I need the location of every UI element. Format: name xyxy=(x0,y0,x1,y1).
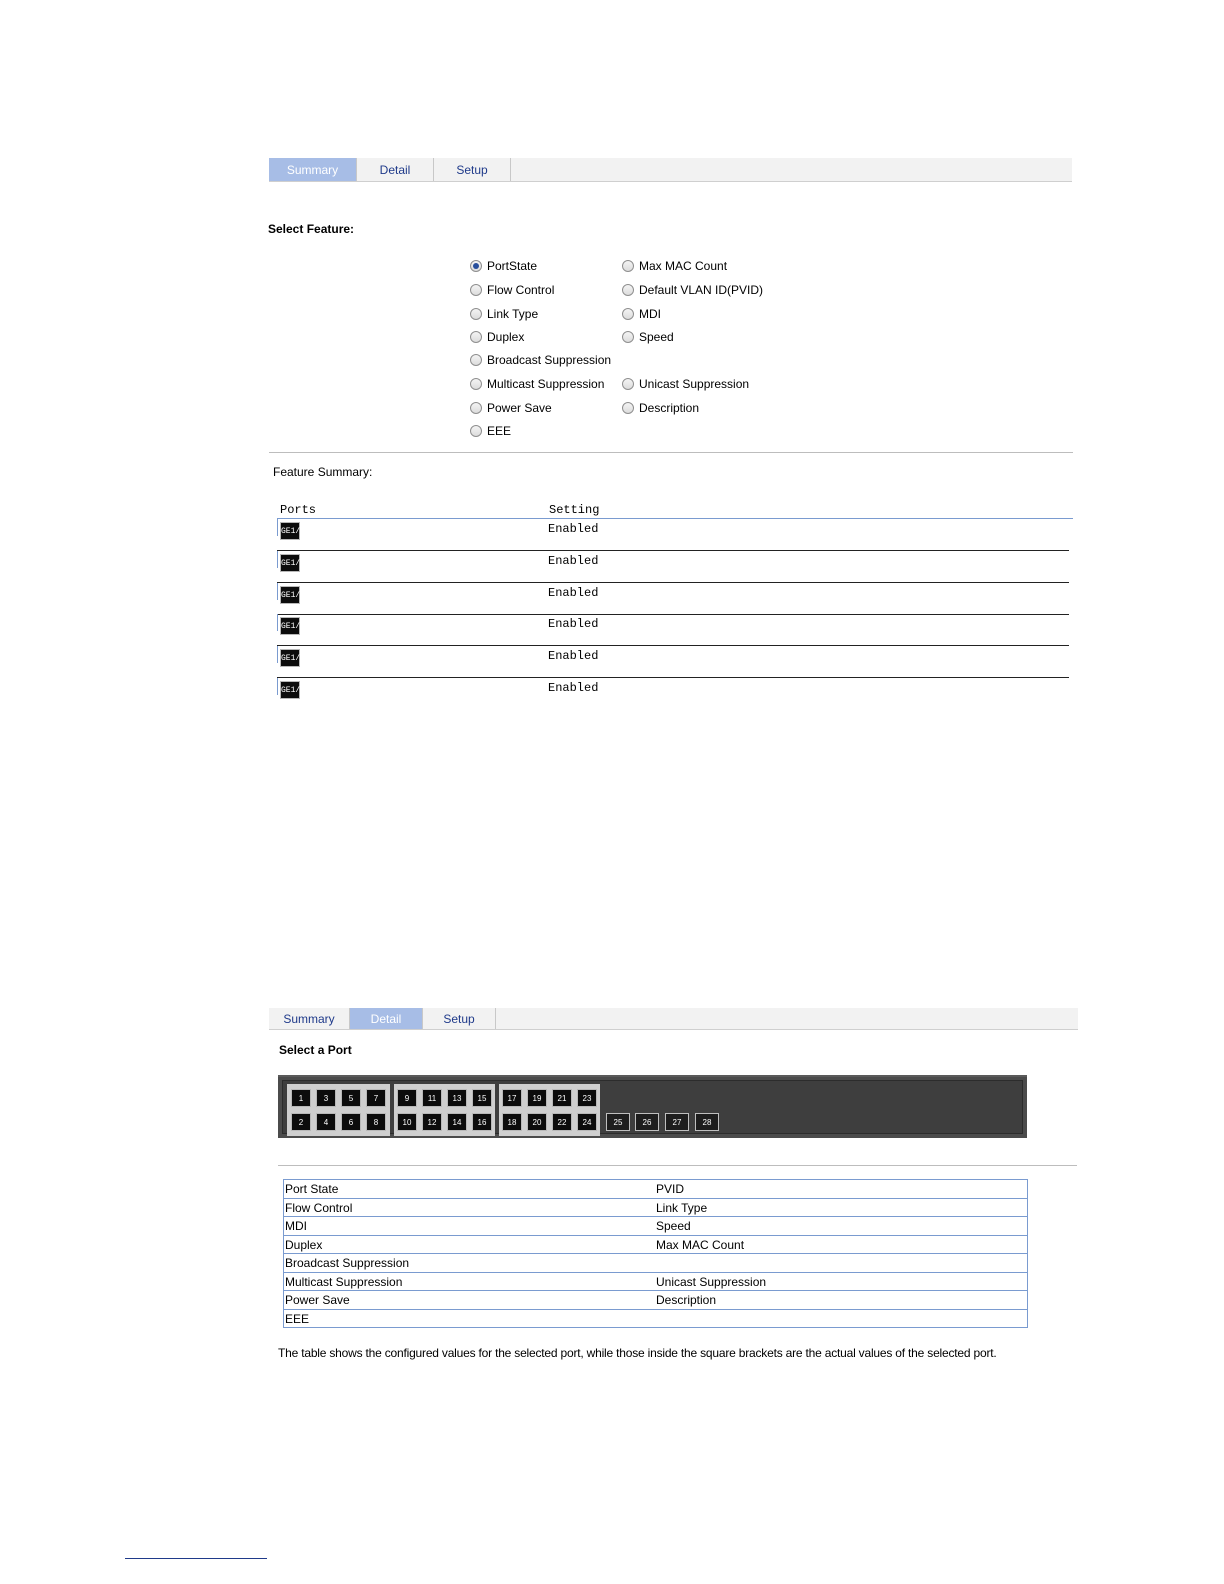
port-cell: GE1/0/1 xyxy=(280,522,300,540)
port-10[interactable]: 10 xyxy=(397,1113,417,1131)
port-12[interactable]: 12 xyxy=(422,1113,442,1131)
detail-label: Flow Control xyxy=(285,1200,353,1215)
setting-cell: Enabled xyxy=(548,522,599,536)
feature-option-label: MDI xyxy=(639,307,661,321)
feature-option-unicast-suppression[interactable] xyxy=(622,376,749,392)
detail-tab-bar xyxy=(269,1008,1078,1030)
feature-option-flow-control[interactable] xyxy=(470,282,554,298)
port-16[interactable]: 16 xyxy=(472,1113,492,1131)
radio-icon[interactable] xyxy=(470,331,482,343)
select-port-label: Select a Port xyxy=(279,1043,352,1057)
detail-label: Speed xyxy=(656,1219,691,1233)
row-edge xyxy=(277,646,278,663)
feature-option-label: Max MAC Count xyxy=(639,259,728,273)
table-row[interactable] xyxy=(277,678,1069,695)
detail-label: Duplex xyxy=(285,1237,323,1252)
detail-label: PVID xyxy=(656,1182,685,1196)
feature-option-label: Unicast Suppression xyxy=(639,377,750,391)
port-cell: GE1/0/2 xyxy=(280,554,300,572)
port-19[interactable]: 19 xyxy=(527,1089,547,1107)
port-14[interactable]: 14 xyxy=(447,1113,467,1131)
feature-option-power-save[interactable] xyxy=(470,400,552,416)
feature-option-label: Power Save xyxy=(487,401,552,415)
select-feature-label: Select Feature: xyxy=(268,222,355,236)
radio-icon[interactable] xyxy=(470,284,482,296)
port-detail-table xyxy=(283,1179,1028,1328)
divider xyxy=(278,1165,1077,1166)
setting-cell: Enabled xyxy=(548,681,599,695)
table-row xyxy=(284,1236,1027,1255)
feature-option-multicast-suppression[interactable] xyxy=(470,376,604,392)
tab-summary[interactable]: Summary xyxy=(269,1008,350,1029)
port-27[interactable]: 27 xyxy=(665,1113,689,1131)
port-22[interactable]: 22 xyxy=(552,1113,572,1131)
feature-option-label: Duplex xyxy=(487,330,525,344)
detail-label: Power Save xyxy=(285,1293,350,1307)
port-18[interactable]: 18 xyxy=(502,1113,522,1131)
divider xyxy=(269,452,1073,453)
port-11[interactable]: 11 xyxy=(422,1089,442,1107)
radio-checked-icon[interactable] xyxy=(470,260,482,272)
footer-rule xyxy=(125,1558,267,1559)
row-edge xyxy=(277,614,278,631)
detail-label: Description xyxy=(656,1293,717,1307)
table-row xyxy=(284,1199,1027,1218)
feature-option-label: Speed xyxy=(639,330,674,344)
feature-option-label: Broadcast Suppression xyxy=(487,353,612,367)
feature-option-max-mac-count[interactable] xyxy=(622,258,727,274)
radio-icon[interactable] xyxy=(622,402,634,414)
port-cell: GE1/0/6 xyxy=(280,681,300,699)
port-25[interactable]: 25 xyxy=(606,1113,630,1131)
row-edge xyxy=(277,678,278,695)
feature-option-label: Default VLAN ID(PVID) xyxy=(639,283,764,297)
port-6[interactable]: 6 xyxy=(341,1113,361,1131)
row-edge xyxy=(277,551,278,568)
radio-icon[interactable] xyxy=(470,425,482,437)
setting-cell: Enabled xyxy=(548,649,599,663)
radio-icon[interactable] xyxy=(622,284,634,296)
port-24[interactable]: 24 xyxy=(577,1113,597,1131)
row-edge xyxy=(277,519,278,536)
feature-option-mdi[interactable] xyxy=(622,306,661,322)
feature-option-default-vlan-id[interactable] xyxy=(622,282,763,298)
table-row xyxy=(284,1310,1027,1328)
radio-icon[interactable] xyxy=(470,378,482,390)
port-26[interactable]: 26 xyxy=(635,1113,659,1131)
feature-option-label: Description xyxy=(639,401,700,415)
radio-icon[interactable] xyxy=(622,378,634,390)
feature-option-label: Link Type xyxy=(487,307,539,321)
feature-option-label: Multicast Suppression xyxy=(487,377,605,391)
port-23[interactable]: 23 xyxy=(577,1089,597,1107)
table-row[interactable] xyxy=(277,519,1069,551)
feature-option-duplex[interactable] xyxy=(470,329,524,345)
table-row xyxy=(284,1254,1027,1273)
feature-option-label: EEE xyxy=(487,424,512,438)
detail-label: Port State xyxy=(285,1182,339,1196)
table-row[interactable] xyxy=(277,551,1069,583)
feature-option-portstate[interactable] xyxy=(470,258,537,274)
detail-label: Broadcast Suppression xyxy=(285,1256,410,1270)
detail-label: Multicast Suppression xyxy=(285,1274,403,1289)
tab-setup[interactable]: Setup xyxy=(423,1008,496,1029)
table-row xyxy=(284,1180,1027,1199)
table-row[interactable] xyxy=(277,583,1069,615)
radio-icon[interactable] xyxy=(470,402,482,414)
port-1[interactable]: 1 xyxy=(291,1089,311,1107)
feature-option-label: PortState xyxy=(487,259,538,273)
feature-option-description[interactable] xyxy=(622,400,699,416)
footnote-text: The table shows the configured values for the selected port, while those inside the square brackets are the actual values of the selected port. xyxy=(278,1346,997,1360)
detail-label: Unicast Suppression xyxy=(656,1274,767,1289)
port-7[interactable]: 7 xyxy=(366,1089,386,1107)
port-13[interactable]: 13 xyxy=(447,1089,467,1107)
radio-icon[interactable] xyxy=(622,308,634,320)
port-2[interactable]: 2 xyxy=(291,1113,311,1131)
port-3[interactable]: 3 xyxy=(316,1089,336,1107)
feature-option-speed[interactable] xyxy=(622,329,674,345)
setting-cell: Enabled xyxy=(548,586,599,600)
table-row xyxy=(284,1273,1027,1292)
radio-icon[interactable] xyxy=(470,354,482,366)
feature-option-link-type[interactable] xyxy=(470,306,538,322)
tab-detail[interactable]: Detail xyxy=(357,158,434,181)
table-row[interactable] xyxy=(277,646,1069,678)
feature-option-eee[interactable] xyxy=(470,423,511,439)
setting-cell: Enabled xyxy=(548,617,599,631)
port-5[interactable]: 5 xyxy=(341,1089,361,1107)
table-row[interactable] xyxy=(277,614,1069,646)
detail-label: MDI xyxy=(285,1219,307,1233)
port-15[interactable]: 15 xyxy=(472,1089,492,1107)
radio-icon[interactable] xyxy=(622,260,634,272)
setting-cell: Enabled xyxy=(548,554,599,568)
port-cell: GE1/0/3 xyxy=(280,586,300,604)
detail-label: Link Type xyxy=(656,1200,708,1215)
tab-summary[interactable]: Summary xyxy=(269,158,357,181)
detail-label: Max MAC Count xyxy=(656,1237,745,1252)
port-4[interactable]: 4 xyxy=(316,1113,336,1131)
feature-option-label: Flow Control xyxy=(487,283,555,297)
port-9[interactable]: 9 xyxy=(397,1089,417,1107)
feature-summary-label: Feature Summary: xyxy=(273,465,373,479)
column-header-ports: Ports xyxy=(280,503,317,517)
row-edge xyxy=(277,583,278,600)
table-row xyxy=(284,1217,1027,1236)
port-20[interactable]: 20 xyxy=(527,1113,547,1131)
column-header-setting: Setting xyxy=(549,503,600,517)
table-row xyxy=(284,1291,1027,1310)
port-17[interactable]: 17 xyxy=(502,1089,522,1107)
detail-label: EEE xyxy=(285,1311,310,1326)
port-cell: GE1/0/5 xyxy=(280,649,300,667)
tab-detail[interactable]: Detail xyxy=(350,1008,423,1029)
port-21[interactable]: 21 xyxy=(552,1089,572,1107)
summary-tab-bar xyxy=(269,158,1072,182)
port-cell: GE1/0/4 xyxy=(280,617,300,635)
port-28[interactable]: 28 xyxy=(695,1113,719,1131)
feature-option-broadcast-suppression[interactable] xyxy=(470,352,611,368)
port-8[interactable]: 8 xyxy=(366,1113,386,1131)
radio-icon[interactable] xyxy=(470,308,482,320)
radio-icon[interactable] xyxy=(622,331,634,343)
tab-setup[interactable]: Setup xyxy=(434,158,511,181)
